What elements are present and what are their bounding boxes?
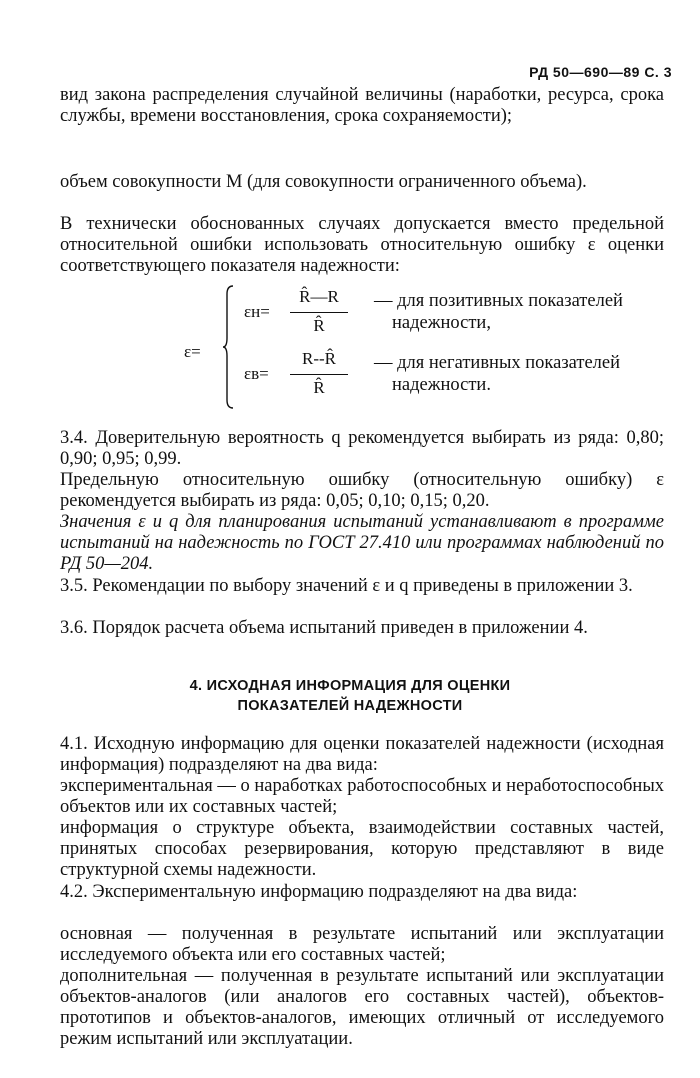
- paragraph-distribution: вид закона распределения случайной величины (наработки, ресурса, срока службы, времени восстановления, срока сохраняемости);: [60, 85, 664, 126]
- formula-row-positive: [244, 286, 664, 342]
- curly-brace-icon: [222, 284, 236, 410]
- paragraph-3-5: 3.5. Рекомендации по выбору значений ε и q приведены в приложении 3.: [60, 576, 633, 596]
- paragraph-limit-error: Предельную относительную ошибку (относительную ошибку) ε рекомендуется выбирать из ряда: 0,05; 0,10; 0,15; 0,20.: [60, 470, 664, 511]
- formula-epsilon: [180, 284, 660, 410]
- fraction-bar: [290, 312, 348, 313]
- denominator: R̂: [313, 316, 325, 335]
- paragraph-4-1: 4.1. Исходную информацию для оценки показателей надежности (исходная информация) подразделяют на два вида:: [60, 734, 664, 775]
- epsilon-n: εн=: [244, 302, 270, 321]
- positive-description: — для позитивных показателей надежности,: [374, 291, 623, 333]
- negative-description: — для негативных показателей надежности.: [374, 353, 621, 395]
- paragraph-additional-info: дополнительная — полученная в результате испытаний или эксплуатации объектов-аналогов (или аналогов его составных частей), объектов-прототипов и объектов-аналогов, имеющих отличный от исследуемого режим испытаний или эксплуатации.: [60, 966, 664, 1049]
- paragraph-4-2: 4.2. Экспериментальную информацию подразделяют на два вида:: [60, 882, 578, 902]
- fraction-bar: [290, 374, 348, 375]
- paragraph-volume: объем совокупности М (для совокупности ограниченного объема).: [60, 172, 587, 192]
- paragraph-values-planning: Значения ε и q для планирования испытаний устанавливают в программе испытаний на надежность по ГОСТ 27.410 или программах наблюдений по РД 50—204.: [60, 512, 664, 574]
- fraction-positive: [284, 286, 354, 337]
- page-header: РД 50—690—89 С. 3: [529, 64, 672, 80]
- paragraph-3-6: 3.6. Порядок расчета объема испытаний приведен в приложении 4.: [60, 618, 588, 638]
- paragraph-main-info: основная — полученная в результате испытаний или эксплуатации исследуемого объекта или его составных частей;: [60, 924, 664, 965]
- paragraph-3-4: 3.4. Доверительную вероятность q рекомендуется выбирать из ряда: 0,80; 0,90; 0,95; 0,99.: [60, 428, 664, 469]
- formula-row-negative: [244, 348, 664, 404]
- section-title: 4. ИСХОДНАЯ ИНФОРМАЦИЯ ДЛЯ ОЦЕНКИ ПОКАЗАТЕЛЕЙ НАДЕЖНОСТИ: [189, 678, 511, 714]
- denominator: R̂: [313, 378, 325, 397]
- paragraph-experimental: экспериментальная — о наработках работоспособных и неработоспособных объектов или их составных частей;: [60, 776, 664, 817]
- numerator: R̂—R: [299, 287, 339, 306]
- numerator: R--R̂: [302, 349, 336, 368]
- paragraph-structure-info: информация о структуре объекта, взаимодействии составных частей, принятых способах резервирования, которую представляют в виде структурной схемы надежности.: [60, 818, 664, 880]
- paragraph-relative-error: В технически обоснованных случаях допускается вместо предельной относительной ошибки использовать относительную ошибку ε оценки соответствующего показателя надежности:: [60, 214, 664, 276]
- epsilon-v: εв=: [244, 364, 269, 383]
- formula-lhs: ε=: [184, 342, 201, 361]
- fraction-negative: [284, 348, 354, 399]
